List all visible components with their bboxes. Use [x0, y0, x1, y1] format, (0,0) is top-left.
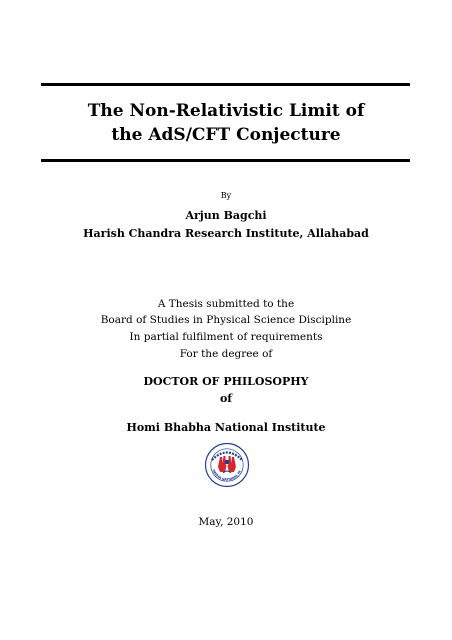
granting-institution: Homi Bhabha National Institute: [126, 421, 326, 434]
thesis-statement-line-3: In partial fulfilment of requirements: [129, 331, 323, 343]
author-name: Arjun Bagchi: [185, 209, 267, 222]
thesis-statement-line-1: A Thesis submitted to the: [157, 298, 295, 310]
bottom-rule: [41, 159, 410, 162]
submission-date: May, 2010: [198, 516, 254, 528]
svg-text:HOMI BHABHA NATIONAL INSTITUTE: HABHA NATIONAL IN: [211, 468, 242, 482]
title-line-2: the AdS/CFT Conjecture: [111, 125, 341, 145]
thesis-statement-line-4: For the degree of: [179, 348, 273, 360]
thesis-statement-line-2: Board of Studies in Physical Science Discipline: [100, 314, 352, 326]
author-institute: Harish Chandra Research Institute, Allahabad: [83, 227, 369, 240]
degree-name: DOCTOR OF PHILOSOPHY: [143, 375, 309, 388]
hbni-seal-icon: [204, 442, 250, 488]
title-line-1: The Non-Relativistic Limit of: [87, 101, 365, 121]
by-label: By: [220, 191, 232, 200]
thesis-title: [0, 99, 452, 147]
top-rule: [41, 83, 410, 86]
degree-of: of: [219, 392, 233, 405]
